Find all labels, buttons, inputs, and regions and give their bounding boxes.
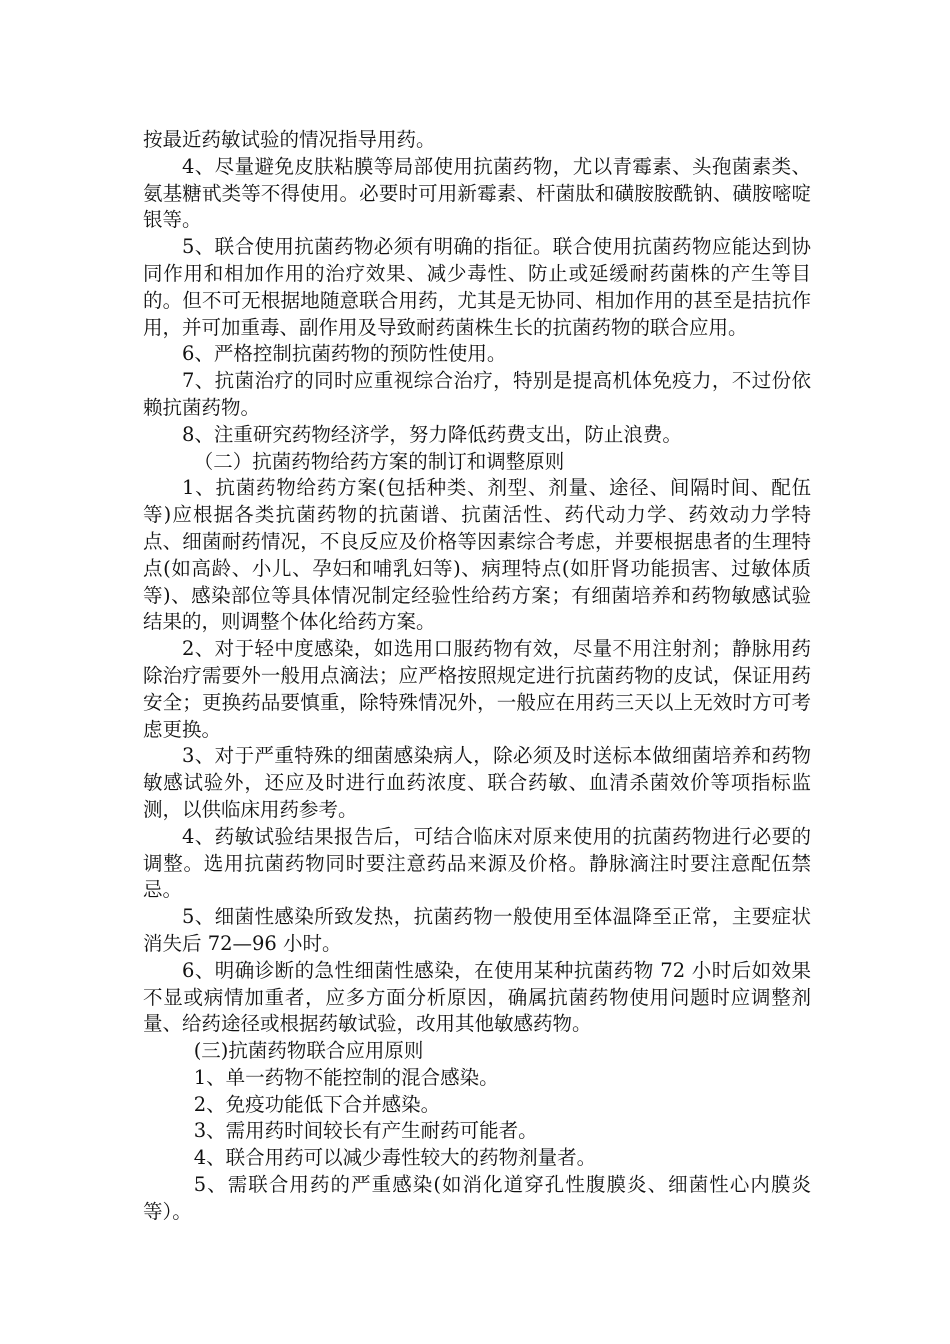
paragraph: 6、明确诊断的急性细菌性感染，在使用某种抗菌药物 72 小时后如效果不显或病情加重者，应多方面分析原因，确属抗菌药物使用问题时应调整剂量、给药途径或根据药敏试验，改用其他敏感药物。 <box>143 958 811 1036</box>
paragraph: 5、联合使用抗菌药物必须有明确的指征。联合使用抗菌药物应能达到协同作用和相加作用的治疗效果、减少毒性、防止或延缓耐药菌株的产生等目的。但不可无根据地随意联合用药，尤其是无协同、相加作用的甚至是拮抗作用，并可加重毒、副作用及导致耐药菌株生长的抗菌药物的联合应用。 <box>143 235 811 339</box>
paragraph: 8、注重研究药物经济学，努力降低药费支出，防止浪费。 <box>182 422 682 446</box>
list-item: 3、需用药时间较长有产生耐药可能者。 <box>193 1119 538 1143</box>
list-item: 4、联合用药可以减少毒性较大的药物剂量者。 <box>193 1146 597 1170</box>
section-heading: (三)抗菌药物联合应用原则 <box>193 1039 424 1063</box>
paragraph: 2、对于轻中度感染，如选用口服药物有效，尽量不用注射剂；静脉用药除治疗需要外一般用点滴法；应严格按照规定进行抗菌药物的皮试，保证用药安全；更换药品要慎重，除特殊情况外，一般应在用药三天以上无效时方可考虑更换。 <box>143 637 811 741</box>
paragraph: 4、尽量避免皮肤粘膜等局部使用抗菌药物，尤以青霉素、头孢菌素类、氨基糖甙类等不得使用。必要时可用新霉素、杆菌肽和磺胺胺酰钠、磺胺嘧啶银等。 <box>143 154 811 232</box>
list-item: 2、免疫功能低下合并感染。 <box>193 1092 441 1116</box>
list-item: 1、单一药物不能控制的混合感染。 <box>193 1065 499 1089</box>
document-body <box>143 127 811 1226</box>
list-item: 5、需联合用药的严重感染(如消化道穿孔性腹膜炎、细菌性心内膜炎等）。 <box>143 1173 811 1223</box>
paragraph: 7、抗菌治疗的同时应重视综合治疗，特别是提高机体免疫力，不过份依赖抗菌药物。 <box>143 369 811 419</box>
paragraph: 3、对于严重特殊的细菌感染病人，除必须及时送标本做细菌培养和药物敏感试验外，还应及时进行血药浓度、联合药敏、血清杀菌效价等项指标监测，以供临床用药参考。 <box>143 744 811 821</box>
paragraph: 5、细菌性感染所致发热，抗菌药物一般使用至体温降至正常，主要症状消失后 72—96 小时。 <box>143 905 811 955</box>
section-heading: （二）抗菌药物给药方案的制订和调整原则 <box>193 449 565 473</box>
paragraph: 1、抗菌药物给药方案(包括种类、剂型、剂量、途径、间隔时间、配伍等)应根据各类抗菌药物的抗菌谱、抗菌活性、药代动力学、药效动力学特点、细菌耐药情况，不良反应及价格等因素综合考虑，并要根据患者的生理特点(如高龄、小儿、孕妇和哺乳妇等)、病理特点(如肝肾功能损害、过敏体质等)、感染部位等具体情况制定经验性给药方案；有细菌培养和药物敏感试验结果的，则调整个体化给药方案。 <box>143 476 811 634</box>
paragraph: 按最近药敏试验的情况指导用药。 <box>143 128 436 151</box>
paragraph: 6、严格控制抗菌药物的预防性使用。 <box>182 342 507 366</box>
paragraph: 4、药敏试验结果报告后，可结合临床对原来使用的抗菌药物进行必要的调整。选用抗菌药物同时要注意药品来源及价格。静脉滴注时要注意配伍禁忌。 <box>143 824 811 902</box>
